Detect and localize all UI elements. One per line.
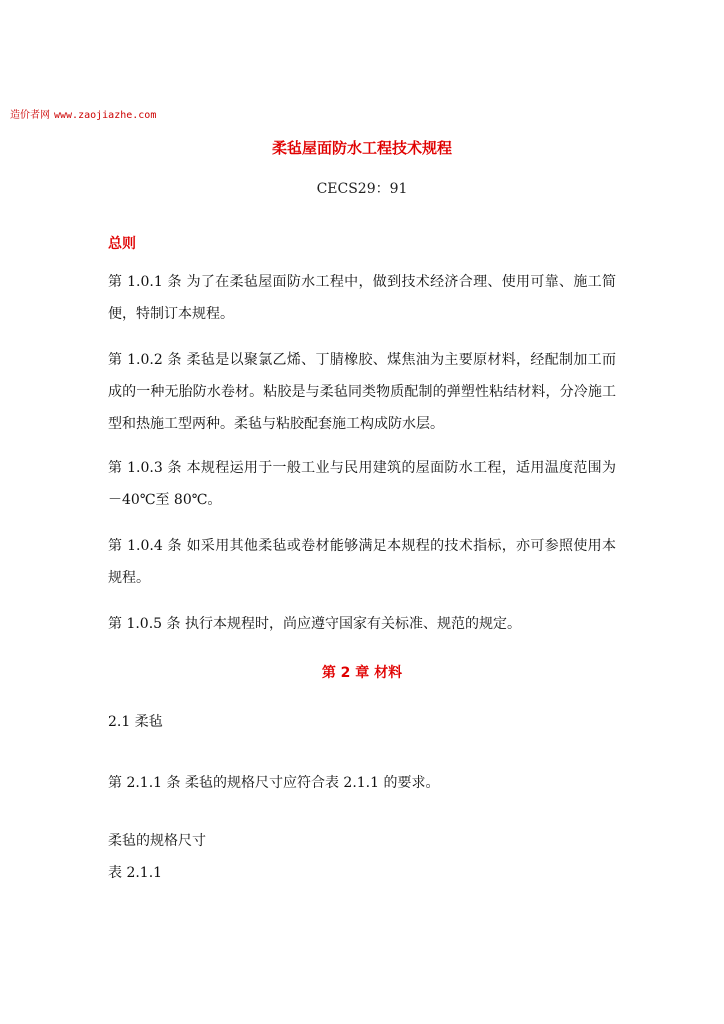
clause-1-0-2: 第 1.0.2 条 柔毡是以聚氯乙烯、丁腈橡胶、煤焦油为主要原材料，经配制加工而成的一种无胎防水卷材。粘胶是与柔毡同类物质配制的弹塑性粘结材料，分冷施工型和热施工型两种。柔毡与粘胶配套施工构成防水层。 — [108, 352, 616, 432]
document-title: 柔毡屋面防水工程技术规程 — [271, 139, 452, 157]
section-title-2-1: 2.1 柔毡 — [108, 714, 163, 730]
watermark-site-name: 造价者网 — [10, 110, 50, 121]
clause-2-1-1: 第 2.1.1 条 柔毡的规格尺寸应符合表 2.1.1 的要求。 — [108, 775, 440, 791]
clause-1-0-4: 第 1.0.4 条 如采用其他柔毡或卷材能够满足本规程的技术指标，亦可参照使用本规程。 — [108, 538, 616, 586]
watermark — [10, 106, 156, 121]
chapter-heading: 第 2 章 材料 — [321, 665, 403, 681]
section-heading-general: 总则 — [108, 236, 136, 252]
watermark-url[interactable]: www.zaojiazhe.com — [54, 110, 157, 121]
clause-1-0-3: 第 1.0.3 条 本规程运用于一般工业与民用建筑的屋面防水工程，适用温度范围为－40℃至 80℃。 — [108, 460, 616, 508]
document-code: CECS29：91 — [316, 181, 408, 197]
clause-1-0-5: 第 1.0.5 条 执行本规程时，尚应遵守国家有关标准、规范的规定。 — [108, 616, 521, 632]
table-number: 表 2.1.1 — [108, 865, 163, 881]
clause-1-0-1: 第 1.0.1 条 为了在柔毡屋面防水工程中，做到技术经济合理、使用可靠、施工简便，特制订本规程。 — [108, 274, 616, 322]
table-caption: 柔毡的规格尺寸 — [108, 833, 206, 849]
